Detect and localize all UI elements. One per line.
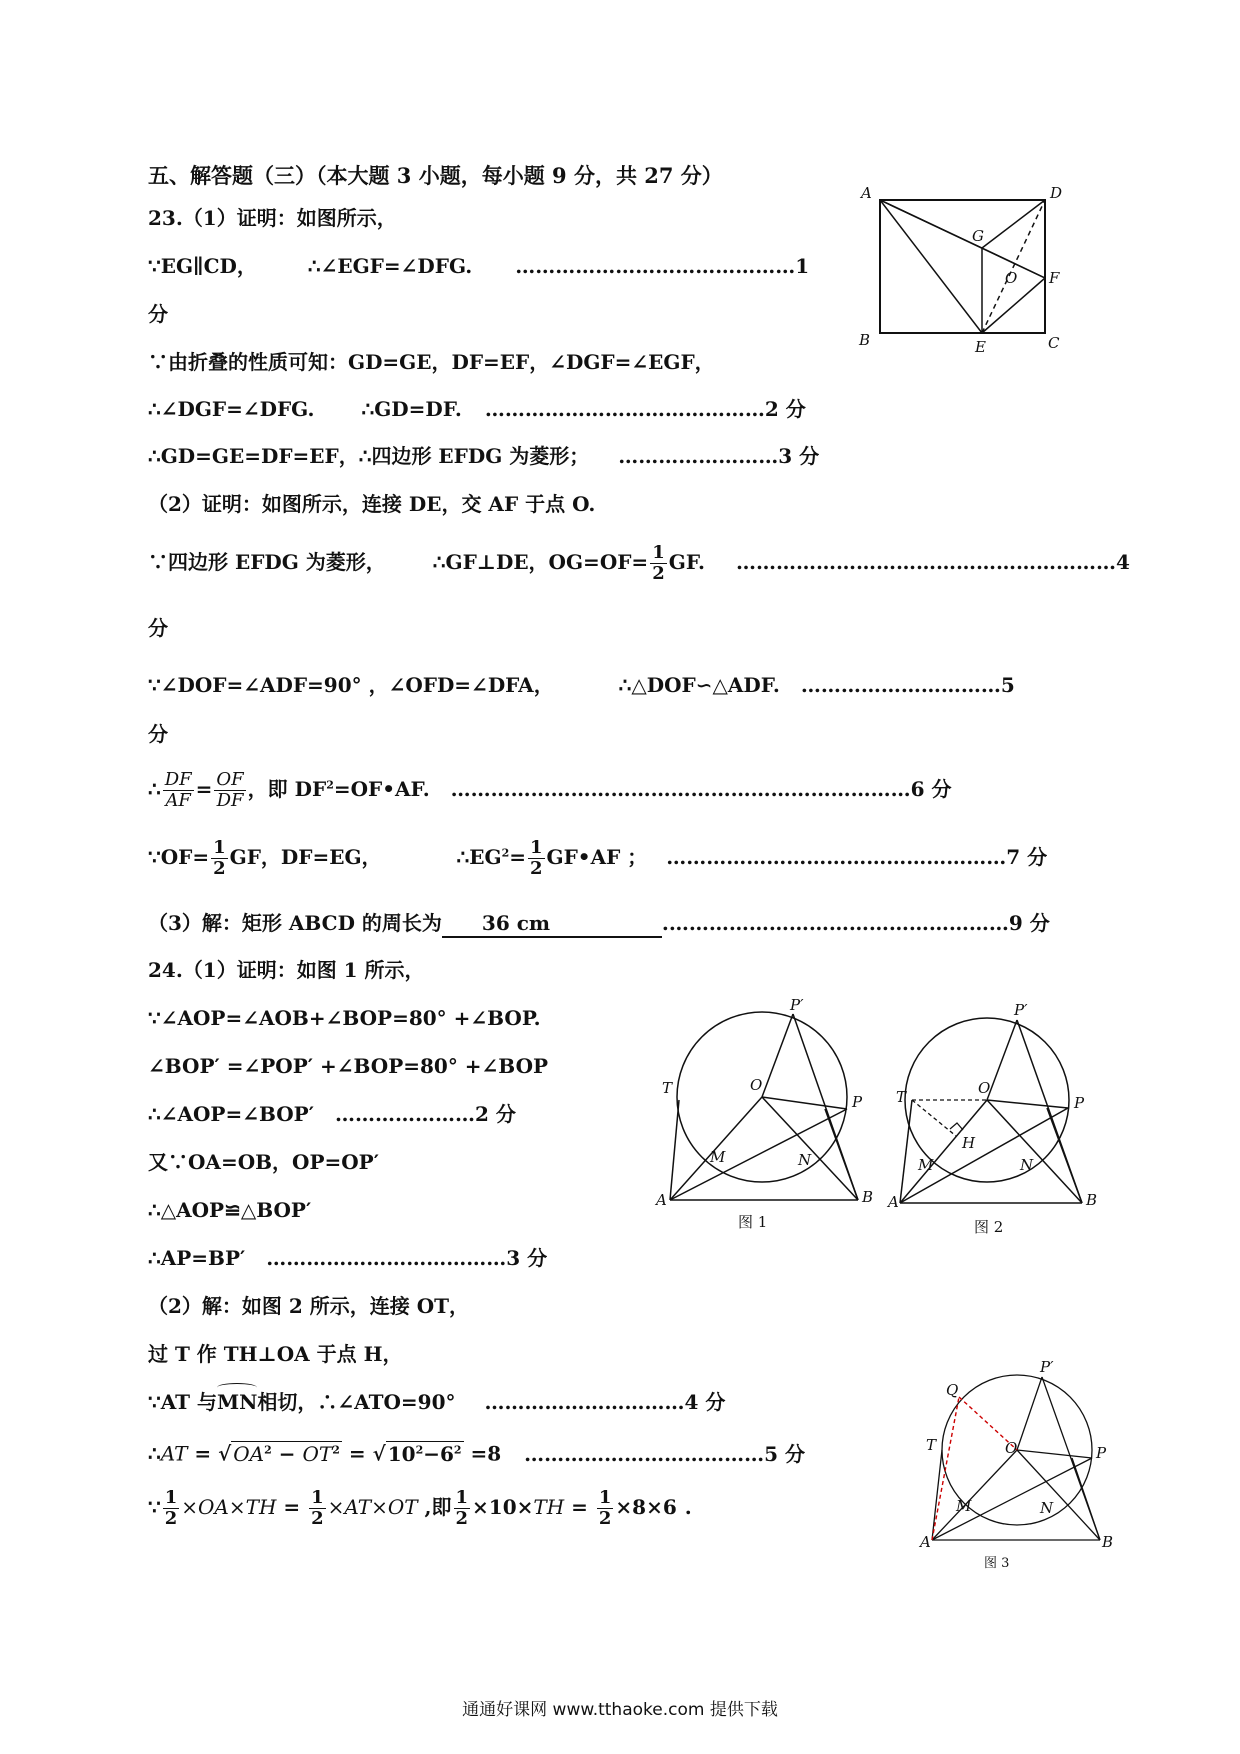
q23-l6-score: ……………………3 分: [618, 444, 820, 468]
half-fraction: [650, 543, 667, 584]
minus-sign: −: [271, 1441, 303, 1466]
q23-l8-score: …………………………………………………4: [735, 550, 1130, 574]
q23-l5-a: ∴∠DGF=∠DFG.: [148, 397, 315, 421]
label-o: O: [1005, 269, 1018, 287]
q23-l2-b: ∴∠EGF=∠DFG.: [307, 254, 473, 278]
frac-num: 1: [164, 1487, 178, 1508]
frac-num: 1: [213, 837, 226, 858]
figure-3: [912, 1355, 1117, 1570]
label-t: T: [926, 1436, 937, 1454]
label-a: A: [920, 1533, 931, 1551]
q23-l5-score: ……………………………………2 分: [484, 397, 806, 421]
label-o: O: [978, 1079, 991, 1097]
frac-den: 2: [530, 858, 543, 879]
q23-l13-a: ∵OF=: [148, 845, 210, 869]
q24-l12-a: ∵: [148, 1495, 161, 1519]
q24-line-5: 又∵OA=OB，OP=OP′: [148, 1150, 379, 1174]
figure-1: [650, 990, 880, 1230]
frac-num: DF: [164, 769, 192, 790]
q23-l5-b: ∴GD=DF.: [361, 397, 462, 421]
frac-den: AF: [165, 790, 191, 811]
label-c: C: [1048, 334, 1060, 352]
label-p-prime: P′: [1014, 1001, 1028, 1019]
q23-line-8: [148, 543, 1130, 584]
q24-l12-i: ×8×6: [615, 1495, 677, 1519]
q24-l11-score: ………………………………5 分: [524, 1441, 806, 1466]
q24-line-12: [148, 1488, 692, 1529]
frac-num: 1: [652, 542, 665, 563]
q24-l12-d: ×AT×OT: [327, 1495, 418, 1519]
q23-l13-e: GF•AF ；: [546, 845, 648, 869]
frac-den: 2: [652, 563, 665, 584]
q23-line-7: （2）证明：如图所示，连接 DE，交 AF 于点 O.: [148, 492, 596, 516]
q24-l4-score: …………………2 分: [334, 1102, 516, 1126]
q24-l10-score: …………………………4 分: [484, 1390, 726, 1414]
section-title: 五、解答题（三）（本大题 3 小题，每小题 9 分，共 27 分）: [148, 163, 723, 188]
label-t: T: [896, 1088, 907, 1106]
superscript: 2: [326, 778, 334, 792]
q24-l4-a: ∴∠AOP=∠BOP′: [148, 1102, 314, 1126]
frac-den: DF: [216, 790, 244, 811]
q23-line-12: [148, 770, 952, 811]
q23-l8-a: ∵四边形 EFDG 为菱形，: [148, 550, 386, 574]
q24-l12-j: .: [684, 1495, 692, 1519]
q24-line-7: [148, 1245, 547, 1271]
label-o: O: [1005, 1439, 1018, 1457]
equals-sign: =: [187, 1441, 219, 1466]
q23-l10-b: ∴△DOF∽△ADF.: [618, 673, 780, 697]
q24-line-2: ∵∠AOP=∠AOB+∠BOP=80° +∠BOP.: [148, 1006, 541, 1030]
label-d: D: [1050, 184, 1063, 202]
label-g: G: [972, 227, 984, 245]
q23-line-10: [148, 672, 1015, 698]
arc-mn: [217, 1389, 257, 1415]
label-p-prime: P′: [790, 996, 804, 1014]
label-b: B: [859, 331, 871, 349]
label-q: Q: [946, 1381, 959, 1399]
q23-line-3: 分: [148, 302, 168, 326]
half-fraction: [163, 1488, 180, 1529]
frac-den: 2: [311, 1508, 324, 1529]
label-f: F: [1049, 269, 1060, 287]
at-symbol: AT: [160, 1441, 188, 1466]
frac-den: 2: [598, 1508, 612, 1529]
q23-line-1: 23.（1）证明：如图所示，: [148, 206, 397, 230]
caption: 图 3: [984, 1556, 1010, 1570]
label-b: B: [862, 1188, 874, 1206]
ten: 10: [387, 1441, 416, 1466]
df-af-fraction: [163, 770, 194, 811]
frac-den: 2: [164, 1508, 178, 1529]
q24-l7-a: ∴AP=BP′: [148, 1246, 246, 1270]
frac-den: 2: [213, 858, 226, 879]
q24-line-11: ∴AT = √ $OA^2 - OT^2$ = √ $10^2-6^2 =8$ ………………………………5 分: [148, 1441, 806, 1466]
q23-l13-c: ∴EG: [456, 845, 502, 869]
q23-l13-d: =: [509, 845, 526, 869]
q23-line-14: [148, 910, 1050, 938]
superscript: 2: [453, 1443, 462, 1456]
answer-blank: 36 cm: [442, 910, 662, 938]
oa-symbol: OA: [233, 1441, 265, 1466]
q24-line-3: ∠BOP′ =∠POP′ +∠BOP=80° +∠BOP: [148, 1054, 549, 1078]
label-a: A: [888, 1193, 899, 1211]
q24-line-6: ∴△AOP≌△BOP′: [148, 1198, 312, 1222]
q23-l2-score: ……………………………………1: [515, 254, 810, 278]
equals-sign: =: [195, 777, 213, 801]
label-o: O: [750, 1076, 763, 1094]
label-e: E: [975, 338, 986, 355]
superscript: 2: [415, 1443, 424, 1456]
equals-sign: =: [341, 1441, 373, 1466]
q23-line-9: 分: [148, 616, 168, 640]
q24-line-9: 过 T 作 TH⊥OA 于点 H，: [148, 1342, 403, 1366]
equals-sign: =: [276, 1495, 308, 1519]
superscript: 2: [332, 1443, 340, 1456]
frac-num: 1: [455, 1487, 469, 1508]
q24-line-4: [148, 1101, 516, 1127]
result: =8: [463, 1441, 502, 1466]
label-a: A: [861, 184, 872, 202]
q23-line-11: 分: [148, 722, 168, 746]
q24-l12-b: ×OA×TH: [181, 1495, 277, 1519]
q23-l14-a: （3）解：矩形 ABCD 的周长为: [148, 911, 442, 935]
label-m: M: [956, 1497, 972, 1515]
label-n: N: [1020, 1156, 1034, 1174]
label-m: M: [918, 1156, 934, 1174]
half-fraction: [597, 1488, 614, 1529]
q23-line-13: [148, 838, 1047, 879]
sqrt-2: [386, 1441, 464, 1466]
footer-text: 通通好课网 www.tthaoke.com 提供下载: [462, 1700, 778, 1720]
q24-l11-a: ∴: [148, 1441, 161, 1466]
q23-line-2: [148, 253, 809, 279]
q24-line-1: 24.（1）证明：如图 1 所示，: [148, 958, 425, 982]
half-fraction: [454, 1488, 471, 1529]
q24-l10-a: ∵AT 与: [148, 1390, 217, 1414]
label-p: P: [1074, 1094, 1085, 1112]
frac-num: 1: [530, 837, 543, 858]
q23-line-5: [148, 396, 806, 422]
figure-2: [882, 995, 1102, 1235]
q24-l12-e: ,即: [417, 1495, 452, 1519]
superscript: 2: [264, 1443, 272, 1456]
rectangle-figure: [855, 180, 1065, 355]
label-b: B: [1102, 1533, 1114, 1551]
q23-l10-a: ∵∠DOF=∠ADF=90° ，∠OFD=∠DFA，: [148, 673, 554, 697]
q24-l7-score: ………………………………3 分: [266, 1246, 548, 1270]
q24-l10-c: 相切，∴∠ATO=90°: [257, 1390, 456, 1414]
label-n: N: [1040, 1499, 1054, 1517]
label-t: T: [662, 1079, 673, 1097]
label-p: P: [852, 1093, 863, 1111]
q23-l14-score: .……………………………………………9 分: [661, 911, 1050, 935]
arc-label: MN: [217, 1390, 258, 1414]
q23-l2-a: ∵EG∥CD，: [148, 254, 257, 278]
half-fraction: [211, 838, 228, 879]
q23-l12-a: ∴: [148, 777, 161, 801]
equals-sign: =: [564, 1495, 595, 1519]
q24-l12-f: ×10×: [472, 1495, 534, 1519]
caption: 图 1: [738, 1213, 768, 1230]
label-p: P: [1096, 1444, 1107, 1462]
frac-den: 2: [455, 1508, 469, 1529]
frac-num: 1: [598, 1487, 612, 1508]
q23-l8-c: GF.: [668, 550, 705, 574]
q23-l12-c: =OF•AF.: [333, 777, 430, 801]
label-n: N: [798, 1151, 812, 1169]
sqrt-1: [231, 1441, 342, 1466]
q24-line-10: [148, 1389, 725, 1415]
caption: 图 2: [974, 1218, 1004, 1235]
frac-num: 1: [311, 1487, 324, 1508]
q23-l6-a: ∴GD=GE=DF=EF，∴四边形 EFDG 为菱形；: [148, 444, 590, 468]
half-fraction: [528, 838, 545, 879]
label-b: B: [1086, 1191, 1098, 1209]
label-h: H: [962, 1134, 976, 1152]
q23-l13-b: GF，DF=EG，: [229, 845, 382, 869]
label-m: M: [710, 1148, 726, 1166]
q23-line-4: ∵由折叠的性质可知：GD=GE，DF=EF，∠DGF=∠EGF，: [148, 350, 715, 374]
th-symbol: TH: [533, 1495, 565, 1519]
half-fraction: [309, 1488, 326, 1529]
q23-line-6: [148, 443, 819, 469]
superscript: 2: [501, 846, 510, 860]
q23-l8-b: ∴GF⊥DE，OG=OF=: [432, 550, 649, 574]
arc-mark: [217, 1383, 257, 1392]
label-p-prime: P′: [1040, 1358, 1054, 1376]
ot-symbol: OT: [302, 1441, 333, 1466]
q24-line-8: （2）解：如图 2 所示，连接 OT，: [148, 1294, 470, 1318]
minus-six: −6: [423, 1441, 454, 1466]
q23-l10-score: …………………………5: [800, 673, 1015, 697]
label-a: A: [656, 1191, 667, 1209]
frac-num: OF: [216, 769, 244, 790]
q23-l13-score: ……………………………………………7 分: [666, 845, 1048, 869]
of-df-fraction: [214, 770, 245, 811]
q23-l12-b: ，即 DF: [247, 777, 327, 801]
q23-l12-score: ……………………………………………………………6 分: [450, 777, 952, 801]
